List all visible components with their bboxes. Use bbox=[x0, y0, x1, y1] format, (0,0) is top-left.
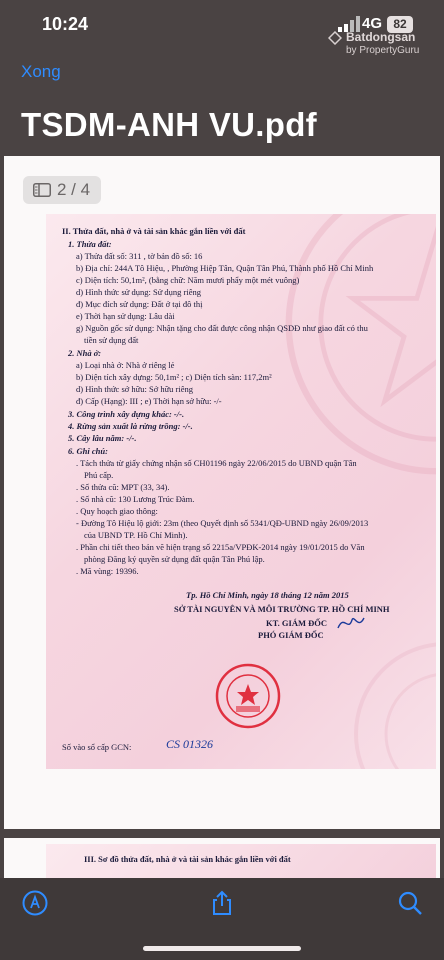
batdongsan-logo-icon bbox=[328, 31, 342, 45]
document-scan bbox=[46, 214, 436, 769]
signature-icon bbox=[336, 612, 366, 634]
doc-line: - Đường Tô Hiệu lộ giới: 23m (theo Quyết định số 5341/QĐ-UBND ngày 26/09/2013 bbox=[76, 518, 369, 528]
next-section-title: III. Sơ đồ thửa đất, nhà ở và tài sản khác gắn liền với đất bbox=[84, 854, 291, 864]
doc-line: . Số thửa cũ: MPT (33, 34). bbox=[76, 482, 170, 492]
watermark bbox=[328, 30, 419, 56]
doc-line: . Phần chi tiết theo bản vẽ hiện trạng số 2215a/VPĐK-2014 ngày 19/01/2015 do Văn bbox=[76, 542, 365, 552]
page-indicator-text: 2 / 4 bbox=[57, 180, 91, 199]
markup-icon[interactable] bbox=[22, 890, 48, 916]
doc-line: 1. Thửa đất: bbox=[68, 239, 112, 249]
doc-line: g) Nguồn gốc sử dụng: Nhận tặng cho đất được công nhận QSDĐ như giao đất có thu bbox=[76, 323, 368, 333]
network-type: 4G bbox=[362, 15, 383, 32]
pdf-page-3[interactable] bbox=[4, 838, 440, 878]
battery-icon: 82 bbox=[387, 16, 413, 33]
section-title: II. Thửa đất, nhà ở và tài sản khác gắn liền với đất bbox=[62, 226, 246, 236]
doc-line: tiền sử dụng đất bbox=[84, 335, 139, 345]
guilloche-watermark-icon bbox=[346, 634, 436, 769]
official-seal-icon bbox=[214, 662, 282, 730]
doc-line: a) Loại nhà ở: Nhà ở riêng lẻ bbox=[76, 360, 175, 370]
status-time: 10:24 bbox=[42, 14, 89, 34]
signer-title: KT. GIÁM ĐỐC bbox=[266, 618, 327, 628]
doc-line: 4. Rừng sản xuất là rừng trồng: -/-. bbox=[68, 421, 193, 431]
doc-line: b) Địa chỉ: 244A Tô Hiệu, , Phường Hiệp Tân, Quận Tân Phú, Thành phố Hồ Chí Minh bbox=[76, 263, 374, 273]
doc-line: của UBND TP. Hồ Chí Minh). bbox=[84, 530, 188, 540]
issuer: SỞ TÀI NGUYÊN VÀ MÔI TRƯỜNG TP. HỒ CHÍ MINH bbox=[174, 604, 390, 614]
document-scan-next bbox=[46, 844, 436, 878]
issue-date: Tp. Hồ Chí Minh, ngày 18 tháng 12 năm 2015 bbox=[186, 590, 349, 600]
doc-line: d) Hình thức sử dụng: Sử dụng riêng bbox=[76, 287, 202, 297]
doc-line: phòng Đăng ký quyền sử dụng đất quận Tân Phú lập. bbox=[84, 554, 265, 564]
page-indicator[interactable] bbox=[23, 176, 101, 204]
doc-line: đ) Cấp (Hạng): III ; e) Thời hạn sở hữu: -/- bbox=[76, 396, 222, 406]
doc-line: e) Thời hạn sử dụng: Lâu dài bbox=[76, 311, 175, 321]
home-indicator[interactable] bbox=[143, 946, 301, 951]
doc-line: 5. Cây lâu năm: -/-. bbox=[68, 433, 137, 443]
search-icon[interactable] bbox=[397, 890, 423, 916]
doc-line: . Mã vùng: 19396. bbox=[76, 566, 139, 576]
done-button[interactable]: Xong bbox=[21, 62, 61, 81]
doc-line: . Quy hoạch giao thông: bbox=[76, 506, 158, 516]
signer-role: PHÓ GIÁM ĐỐC bbox=[258, 630, 324, 640]
file-title: TSDM-ANH VU.pdf bbox=[21, 106, 317, 143]
doc-line: d) Hình thức sở hữu: Sở hữu riêng bbox=[76, 384, 194, 394]
doc-line: a) Thửa đất số: 311 , tờ bản đồ số: 16 bbox=[76, 251, 203, 261]
doc-line: 3. Công trình xây dựng khác: -/-. bbox=[68, 409, 185, 419]
doc-line: . Tách thửa từ giấy chứng nhận số CH01196 ngày 22/06/2015 do UBND quận Tân bbox=[76, 458, 357, 468]
sidebar-icon bbox=[33, 183, 51, 197]
status-bar bbox=[0, 0, 444, 57]
gcn-label: Số vào sổ cấp GCN: bbox=[62, 742, 132, 752]
pdf-page-2[interactable] bbox=[4, 156, 440, 829]
doc-line: c) Diện tích: 50,1m², (bằng chữ: Năm mươi phẩy một mét vuông) bbox=[76, 275, 300, 285]
national-emblem-watermark-icon bbox=[276, 214, 436, 484]
doc-line: đ) Mục đích sử dụng: Đất ở tại đô thị bbox=[76, 299, 203, 309]
doc-line: 6. Ghi chú: bbox=[68, 446, 108, 456]
doc-line: Phú cấp. bbox=[84, 470, 114, 480]
doc-line: . Số nhà cũ: 130 Lương Trúc Đàm. bbox=[76, 494, 195, 504]
doc-line: 2. Nhà ở: bbox=[68, 348, 102, 358]
watermark-brand: Batdongsan bbox=[346, 30, 416, 44]
gcn-number: CS 01326 bbox=[166, 737, 214, 751]
doc-line: b) Diện tích xây dựng: 50,1m² ; c) Diện tích sàn: 117,2m² bbox=[76, 372, 272, 382]
share-icon[interactable] bbox=[209, 890, 235, 916]
watermark-sub: by PropertyGuru bbox=[346, 45, 420, 57]
